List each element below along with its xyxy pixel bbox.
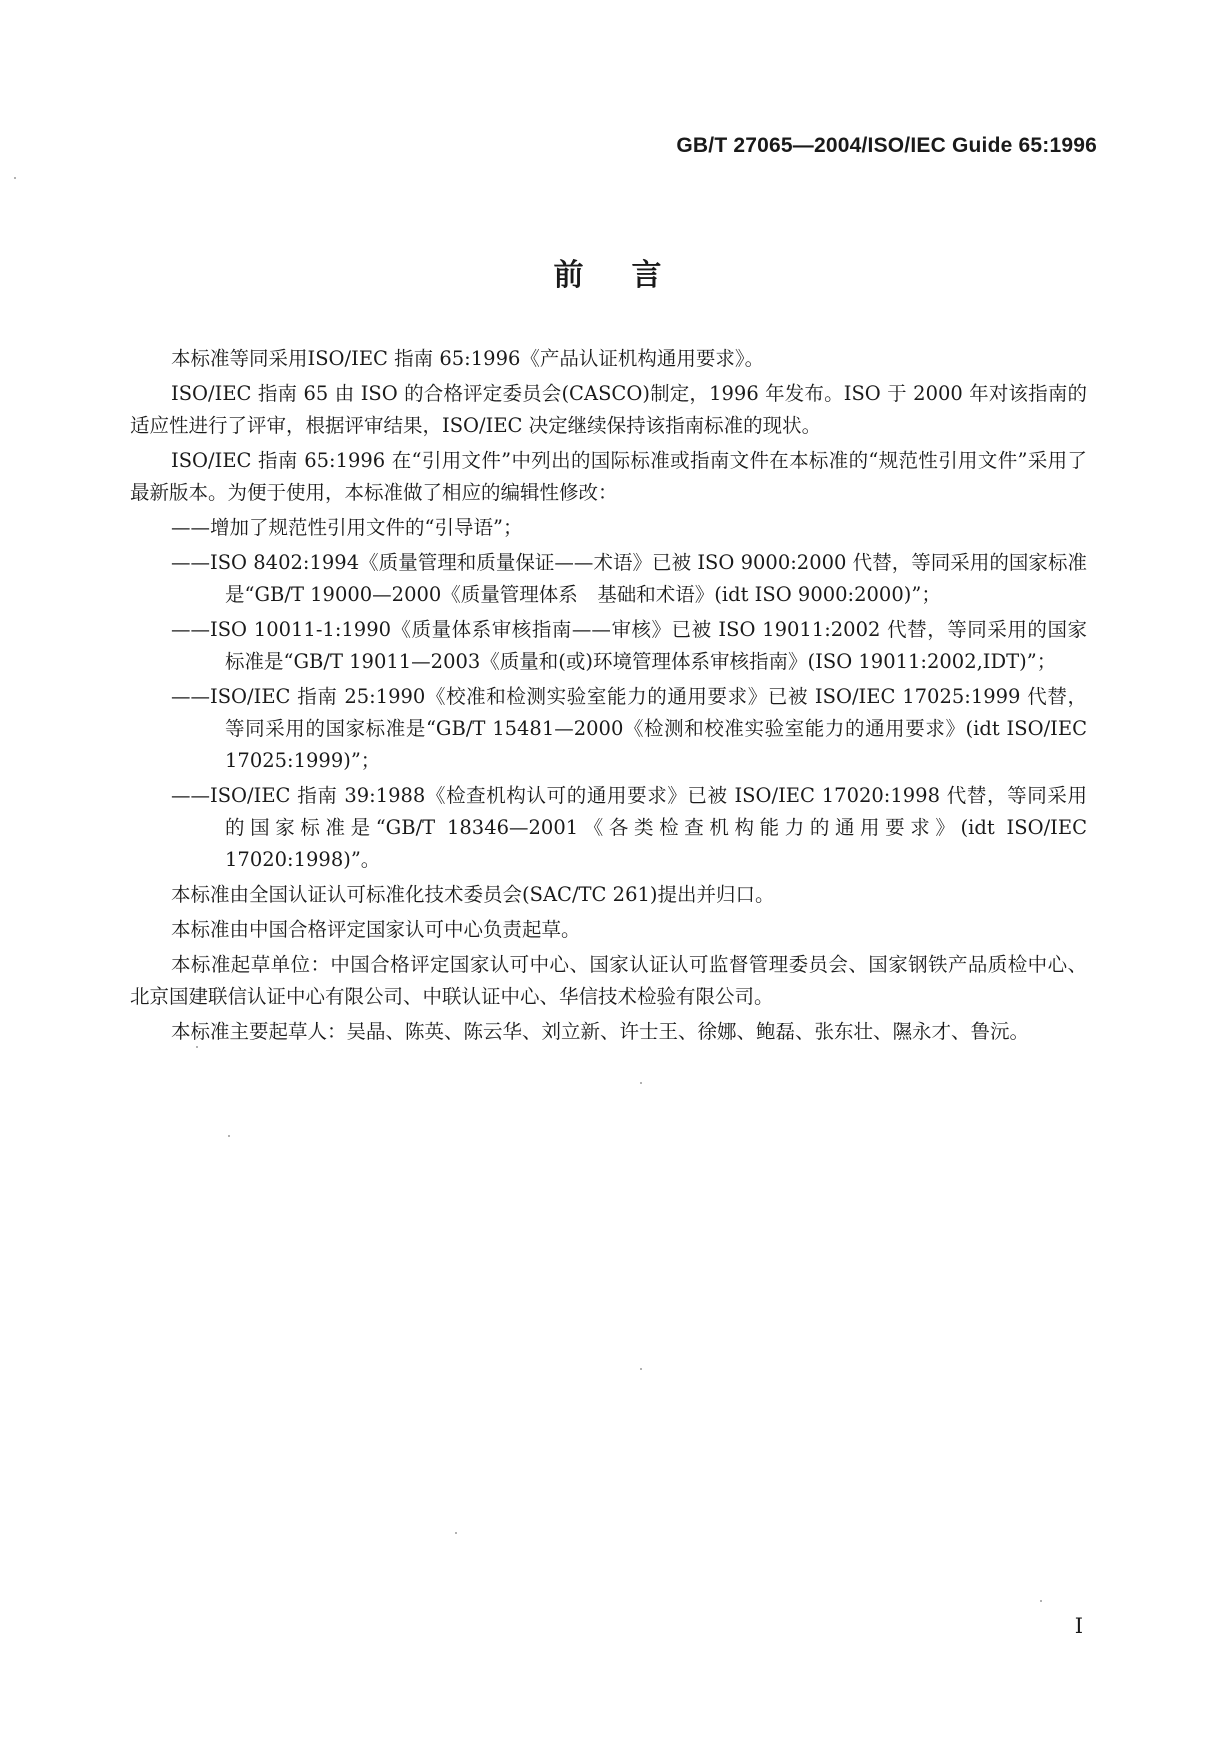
page-number: I	[1074, 1614, 1083, 1638]
scan-speck	[640, 1082, 642, 1084]
scan-speck	[196, 1046, 198, 1048]
list-item: ——增加了规范性引用文件的“引导语”；	[171, 516, 523, 539]
paragraph-drafter: 本标准由中国合格评定国家认可中心负责起草。	[171, 918, 581, 941]
paragraph-proposer: 本标准由全国认证认可标准化技术委员会(SAC/TC 261)提出并归口。	[171, 883, 775, 906]
standard-code-header: GB/T 27065—2004/ISO/IEC Guide 65:1996	[676, 134, 1097, 157]
list-item: ——ISO 8402:1994《质量管理和质量保证——术语》已被 ISO 9000:2000 代替，等同采用的国家标准是“GB/T 19000—2000《质量管理体系 基础和术语》(idt ISO 9000:2000)”；	[171, 551, 1087, 606]
list-item: ——ISO 10011-1:1990《质量体系审核指南——审核》已被 ISO 19011:2002 代替，等同采用的国家标准是“GB/T 19011—2003《质量和(或)环境管理体系审核指南》(ISO 19011:2002,IDT)”；	[171, 618, 1087, 673]
page-title: 前言	[553, 258, 710, 293]
list-item: ——ISO/IEC 指南 25:1990《校准和检测实验室能力的通用要求》已被 ISO/IEC 17025:1999 代替，等同采用的国家标准是“GB/T 15481—2000《检测和校准实验室能力的通用要求》(idt ISO/IEC 17025:1999)”；	[171, 685, 1087, 772]
foreword-body	[130, 343, 1087, 1051]
paragraph-drafting-units: 本标准起草单位：中国合格评定国家认可中心、国家认证认可监督管理委员会、国家钢铁产品质检中心、北京国建联信认证中心有限公司、中联认证中心、华信技术检验有限公司。	[130, 953, 1087, 1008]
list-item: ——ISO/IEC 指南 39:1988《检查机构认可的通用要求》已被 ISO/IEC 17020:1998 代替，等同采用的国家标准是“GB/T 18346—2001《各类检查机构能力的通用要求》(idt ISO/IEC 17020:1998)”。	[171, 784, 1087, 871]
scan-speck	[228, 1135, 230, 1137]
scan-speck	[1040, 1600, 1042, 1602]
paragraph-adoption: 本标准等同采用ISO/IEC 指南 65:1996《产品认证机构通用要求》。	[171, 347, 765, 370]
paragraph-references: ISO/IEC 指南 65:1996 在“引用文件”中列出的国际标准或指南文件在本标准的“规范性引用文件”采用了最新版本。为便于使用，本标准做了相应的编辑性修改：	[130, 449, 1087, 504]
scan-speck	[640, 1368, 642, 1370]
paragraph-drafters: 本标准主要起草人：吴晶、陈英、陈云华、刘立新、许士王、徐娜、鲍磊、张东壮、隰永才、鲁沅。	[171, 1020, 1030, 1043]
scan-speck	[14, 177, 16, 179]
paragraph-history: ISO/IEC 指南 65 由 ISO 的合格评定委员会(CASCO)制定，1996 年发布。ISO 于 2000 年对该指南的适应性进行了评审，根据评审结果，ISO/IEC 决定继续保持该指南标准的现状。	[130, 382, 1087, 437]
scan-speck	[455, 1532, 457, 1534]
